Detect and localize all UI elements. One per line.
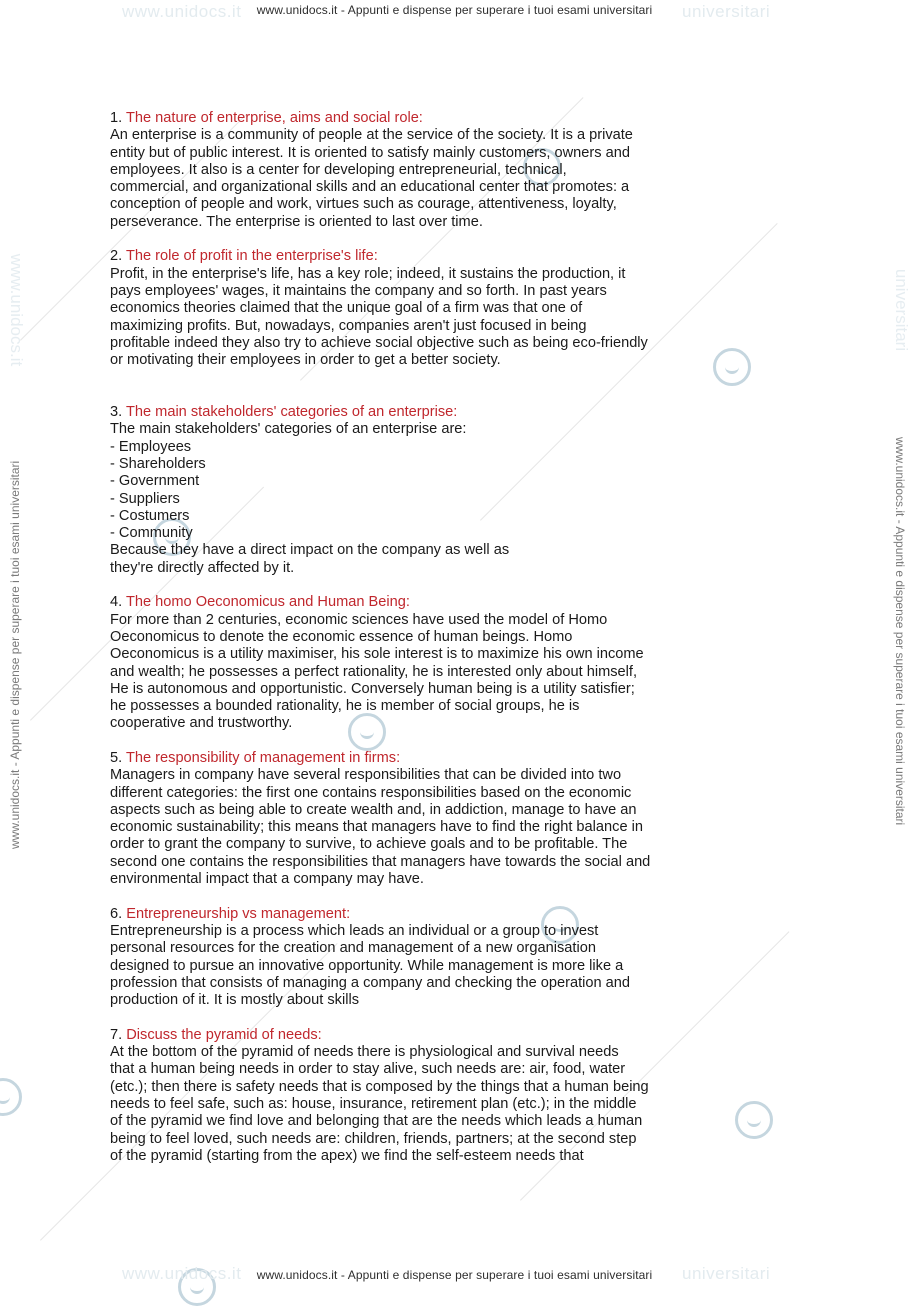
section-number: 3. xyxy=(110,404,123,421)
paragraph-line: An enterprise is a community of people at the service of the society. It is a private xyxy=(110,127,633,144)
page-footer[interactable]: www.unidocs.it - Appunti e dispense per superare i tuoi esami universitari xyxy=(256,1268,653,1282)
paragraph-line: Managers in company have several responsibilities that can be divided into two xyxy=(110,767,622,784)
footer-ghost-left: www.unidocs.it xyxy=(122,1264,242,1283)
section-heading xyxy=(110,750,750,767)
section-heading xyxy=(110,404,750,421)
paragraph-line: different categories: the first one contains responsibilities based on the economic xyxy=(110,784,632,801)
section-number: 6. xyxy=(110,905,123,922)
section-number: 5. xyxy=(110,749,123,766)
header-ghost-left: www.unidocs.it xyxy=(122,2,242,21)
paragraph-line: personal resources for the creation and management of a new organisation xyxy=(110,940,596,957)
section-title: The nature of enterprise, aims and social role: xyxy=(125,110,423,126)
paragraph-line: profitable indeed they also try to achieve social objective such as being eco-friendly xyxy=(110,334,648,351)
paragraph-line: of the pyramid we find love and belonging that are the needs which leads a human xyxy=(110,1113,643,1130)
paragraph-line: that a human being needs in order to stay alive, such needs are: air, food, water xyxy=(110,1061,626,1078)
paragraph-line: environmental impact that a company may have. xyxy=(110,871,424,888)
page-header[interactable]: www.unidocs.it - Appunti e dispense per superare i tuoi esami universitari xyxy=(256,3,653,17)
paragraph-line: they're directly affected by it. xyxy=(110,559,295,576)
paragraph-line: of the pyramid (starting from the apex) we find the self-esteem needs that xyxy=(110,1147,584,1164)
paragraph-line: order to grant the company to survive, to achieve goals and to be profitable. The xyxy=(110,836,628,853)
paragraph-line: economics theories claimed that the unique goal of a firm was that one of xyxy=(110,300,583,317)
paragraph-line: Because they have a direct impact on the company as well as xyxy=(110,542,510,559)
paragraph-line: At the bottom of the pyramid of needs there is physiological and survival needs xyxy=(110,1044,619,1061)
section-number: 4. xyxy=(110,594,123,611)
left-side-ghost-watermark: www.unidocs.it xyxy=(7,253,27,367)
section-2 xyxy=(110,248,750,369)
document-body xyxy=(110,110,750,1182)
section-number: 1. xyxy=(110,110,123,126)
paragraph-line: (etc.); then there is safety needs that is composed by the things that a human being xyxy=(110,1078,649,1095)
section-heading xyxy=(110,1027,750,1044)
paragraph-line: commercial, and organizational skills and an educational center that promotes: a xyxy=(110,179,630,196)
paragraph-line: Oeconomicus is a utility maximiser, his sole interest is to maximize his own income xyxy=(110,646,644,663)
left-side-watermark: www.unidocs.it - Appunti e dispense per superare i tuoi esami universitari xyxy=(8,460,22,849)
paragraph-line: employees. It also is a center for developing entrepreneurial, technical, xyxy=(110,161,567,178)
paragraph-line: and wealth; he possesses a perfect rationality, he is interested only about himself, xyxy=(110,663,638,680)
paragraph-line: Entrepreneurship is a process which leads an individual or a group to invest xyxy=(110,922,599,939)
paragraph-line: Profit, in the enterprise's life, has a key role; indeed, it sustains the production, it xyxy=(110,265,626,282)
right-side-watermark: www.unidocs.it - Appunti e dispense per superare i tuoi esami universitari xyxy=(893,437,907,826)
section-title: The main stakeholders' categories of an enterprise: xyxy=(125,404,458,421)
section-6 xyxy=(110,906,750,1010)
section-heading xyxy=(110,594,750,611)
section-title: Discuss the pyramid of needs: xyxy=(126,1026,322,1043)
list-item: - Shareholders xyxy=(110,455,206,472)
paragraph-line: needs to feel safe, such as: house, insurance, retirement plan (etc.); in the middle xyxy=(110,1095,637,1112)
paragraph-line: he possesses a bounded rationality, he is member of social groups, he is xyxy=(110,698,580,715)
section-number: 7. xyxy=(110,1026,123,1043)
list-item: - Suppliers xyxy=(110,490,180,507)
paragraph-line: production of it. It is mostly about skills xyxy=(110,992,360,1009)
paragraph-line: The main stakeholders' categories of an enterprise are: xyxy=(110,421,467,438)
section-5 xyxy=(110,750,750,888)
paragraph-line: For more than 2 centuries, economic sciences have used the model of Homo xyxy=(110,611,608,628)
paragraph-line: pays employees' wages, it maintains the company and so forth. In past years xyxy=(110,282,607,299)
paragraph-line: perseverance. The enterprise is oriented to last over time. xyxy=(110,213,483,230)
section-7 xyxy=(110,1027,750,1165)
unidocs-logo-icon xyxy=(0,1078,22,1116)
paragraph-line: being to feel loved, such needs are: children, friends, partners; at the second step xyxy=(110,1130,637,1147)
footer-ghost-right: universitari xyxy=(682,1264,771,1283)
list-item: - Community xyxy=(110,525,193,542)
section-title: The role of profit in the enterprise's life: xyxy=(125,248,378,265)
section-title: Entrepreneurship vs management: xyxy=(126,905,351,922)
list-item: - Employees xyxy=(110,438,192,455)
paragraph-line: conception of people and work, virtues such as courage, attentiveness, loyalty, xyxy=(110,196,617,213)
paragraph-line: economic sustainability; this means that managers have to find the right balance in xyxy=(110,819,643,836)
paragraph-line: Oeconomicus to denote the economic essence of human beings. Homo xyxy=(110,628,573,645)
section-heading xyxy=(110,248,750,265)
section-heading xyxy=(110,906,750,923)
paragraph-line: designed to pursue an innovative opportunity. While management is more like a xyxy=(110,957,624,974)
section-3 xyxy=(110,404,750,577)
paragraph-line: or motivating their employees in order to get a better society. xyxy=(110,352,501,369)
paragraph-line: maximizing profits. But, nowadays, companies aren't just focused in being xyxy=(110,317,587,334)
paragraph-line: profession that consists of managing a company and checking the operation and xyxy=(110,974,631,991)
list-item: - Government xyxy=(110,473,200,490)
section-1 xyxy=(110,110,750,231)
section-title: The responsibility of management in firms: xyxy=(125,749,401,766)
header-ghost-right: universitari xyxy=(682,2,771,21)
right-side-ghost-watermark: universitari xyxy=(892,268,911,352)
paragraph-line: aspects such as being able to create wealth and, in addiction, manage to have an xyxy=(110,801,637,818)
paragraph-line: He is autonomous and opportunistic. Conversely human being is a utility satisfier; xyxy=(110,680,635,697)
section-4 xyxy=(110,594,750,732)
list-item: - Costumers xyxy=(110,507,190,524)
section-heading xyxy=(110,110,750,127)
paragraph-line: entity but of public interest. It is oriented to satisfy mainly customers, owners and xyxy=(110,144,630,161)
paragraph-line: second one contains the responsibilities that managers have towards the social and xyxy=(110,853,651,870)
section-title: The homo Oeconomicus and Human Being: xyxy=(125,594,410,611)
paragraph-line: cooperative and trustworthy. xyxy=(110,715,293,732)
section-number: 2. xyxy=(110,248,123,265)
